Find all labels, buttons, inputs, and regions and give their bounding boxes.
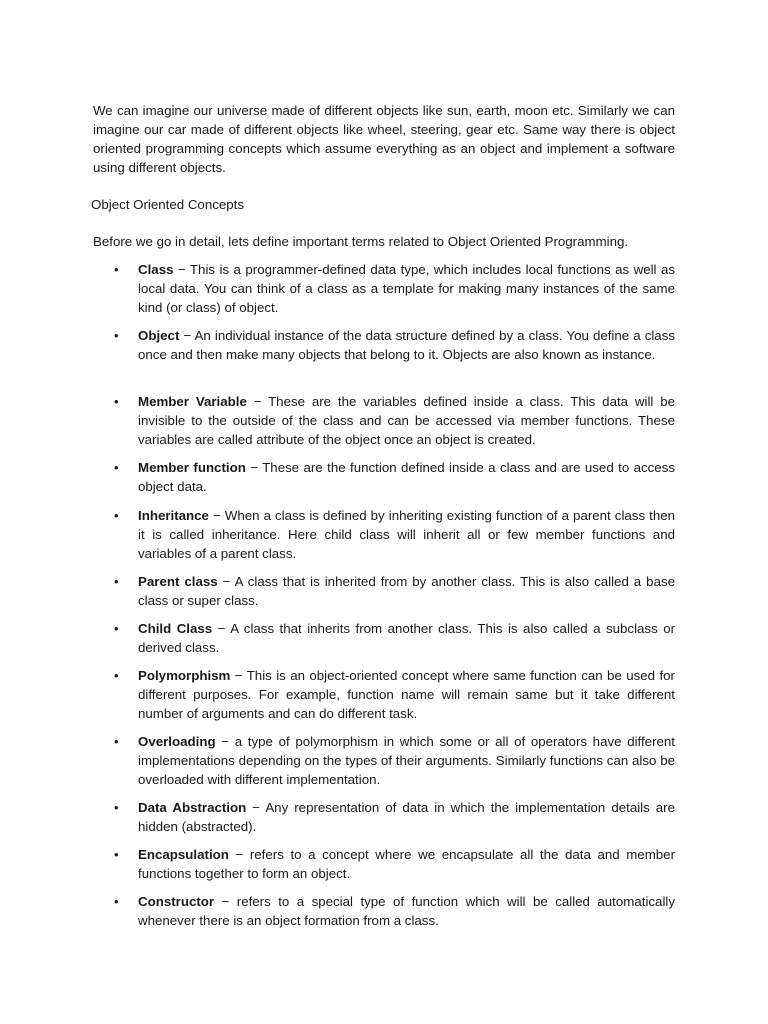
term-separator: − — [246, 394, 269, 409]
term-name: Member function — [138, 460, 246, 475]
term-name: Class — [138, 262, 174, 277]
list-item — [114, 845, 676, 883]
list-item — [114, 732, 675, 789]
term-description: refers to a concept where we encapsulate all the data and member functions together to form an object. — [138, 847, 676, 881]
bullet-icon: • — [114, 668, 119, 683]
bullet-icon: • — [114, 460, 119, 475]
term-separator: − — [212, 621, 231, 636]
term-description: refers to a special type of function which will be called automatically whenever there is an object formation from a class. — [138, 894, 675, 928]
list-item — [114, 892, 675, 930]
lead-paragraph: Before we go in detail, lets define important terms related to Object Oriented Programming. — [93, 234, 629, 249]
term-separator: − — [215, 734, 235, 749]
bullet-icon: • — [114, 262, 119, 277]
term-name: Overloading — [138, 734, 216, 749]
bullet-icon: • — [114, 394, 119, 409]
term-separator: − — [230, 668, 247, 683]
term-separator: − — [228, 847, 250, 862]
bullet-icon: • — [114, 508, 119, 523]
term-name: Constructor — [138, 894, 215, 909]
term-separator: − — [208, 508, 225, 523]
term-description: This is an object-oriented concept where same function can be used for different purposes. For example, function name will remain same but it take different number of arguments and can do different task. — [138, 668, 675, 721]
term-name: Object — [138, 328, 180, 343]
term-description: This is a programmer-defined data type, which includes local functions as well as local data. You can think of a class as a template for making many instances of the same kind (or class) of object. — [138, 262, 675, 315]
list-item — [114, 798, 676, 836]
term-separator: − — [245, 460, 263, 475]
list-item — [114, 619, 676, 657]
bullet-icon: • — [114, 894, 119, 909]
term-description: These are the function defined inside a class and are used to access object data. — [138, 460, 675, 494]
bullet-icon: • — [114, 847, 119, 862]
term-name: Data Abstraction — [138, 800, 247, 815]
term-name: Polymorphism — [138, 668, 231, 683]
list-item — [114, 506, 676, 563]
term-description: Any representation of data in which the implementation details are hidden (abstracted). — [138, 800, 676, 834]
list-item — [114, 458, 675, 496]
term-name: Inheritance — [138, 508, 209, 523]
term-separator: − — [246, 800, 266, 815]
bullet-icon: • — [114, 328, 119, 343]
list-item — [114, 392, 675, 449]
term-name: Encapsulation — [138, 847, 229, 862]
term-description: A class that inherits from another class. This is also called a subclass or derived class. — [138, 621, 676, 655]
section-title: Object Oriented Concepts — [91, 197, 244, 212]
term-name: Child Class — [138, 621, 213, 636]
bullet-icon: • — [114, 800, 119, 815]
list-item — [114, 666, 675, 723]
intro-paragraph: We can imagine our universe made of different objects like sun, earth, moon etc. Similarly we can imagine our car made of different objects like wheel, steering, gear etc. Same way there is object oriented programming concepts which assume everything as an object and implement a software using different objects. — [93, 103, 675, 175]
list-item — [114, 572, 676, 610]
term-separator: − — [179, 328, 195, 343]
term-name: Member Variable — [138, 394, 247, 409]
term-name: Parent class — [138, 574, 218, 589]
bullet-icon: • — [114, 574, 119, 589]
term-description: When a class is defined by inheriting existing function of a parent class then it is called inheritance. Here child class will inherit all or few member functions and variables of a parent class. — [138, 508, 676, 561]
bullet-icon: • — [114, 734, 119, 749]
bullet-icon: • — [114, 621, 119, 636]
list-item — [114, 326, 675, 364]
term-separator: − — [214, 894, 237, 909]
term-separator: − — [173, 262, 190, 277]
term-description: A class that is inherited from by another class. This is also called a base class or super class. — [138, 574, 676, 608]
term-description: An individual instance of the data structure defined by a class. You define a class once and then make many objects that belong to it. Objects are also known as instance. — [138, 328, 675, 362]
term-description: a type of polymorphism in which some or all of operators have different implementations depending on the types of their arguments. Similarly functions can also be overloaded with different implementation. — [138, 734, 675, 787]
term-separator: − — [217, 574, 235, 589]
term-description: These are the variables defined inside a class. This data will be invisible to the outside of the class and can be accessed via member functions. These variables are called attribute of the object once an object is created. — [138, 394, 675, 447]
list-item — [114, 260, 675, 317]
